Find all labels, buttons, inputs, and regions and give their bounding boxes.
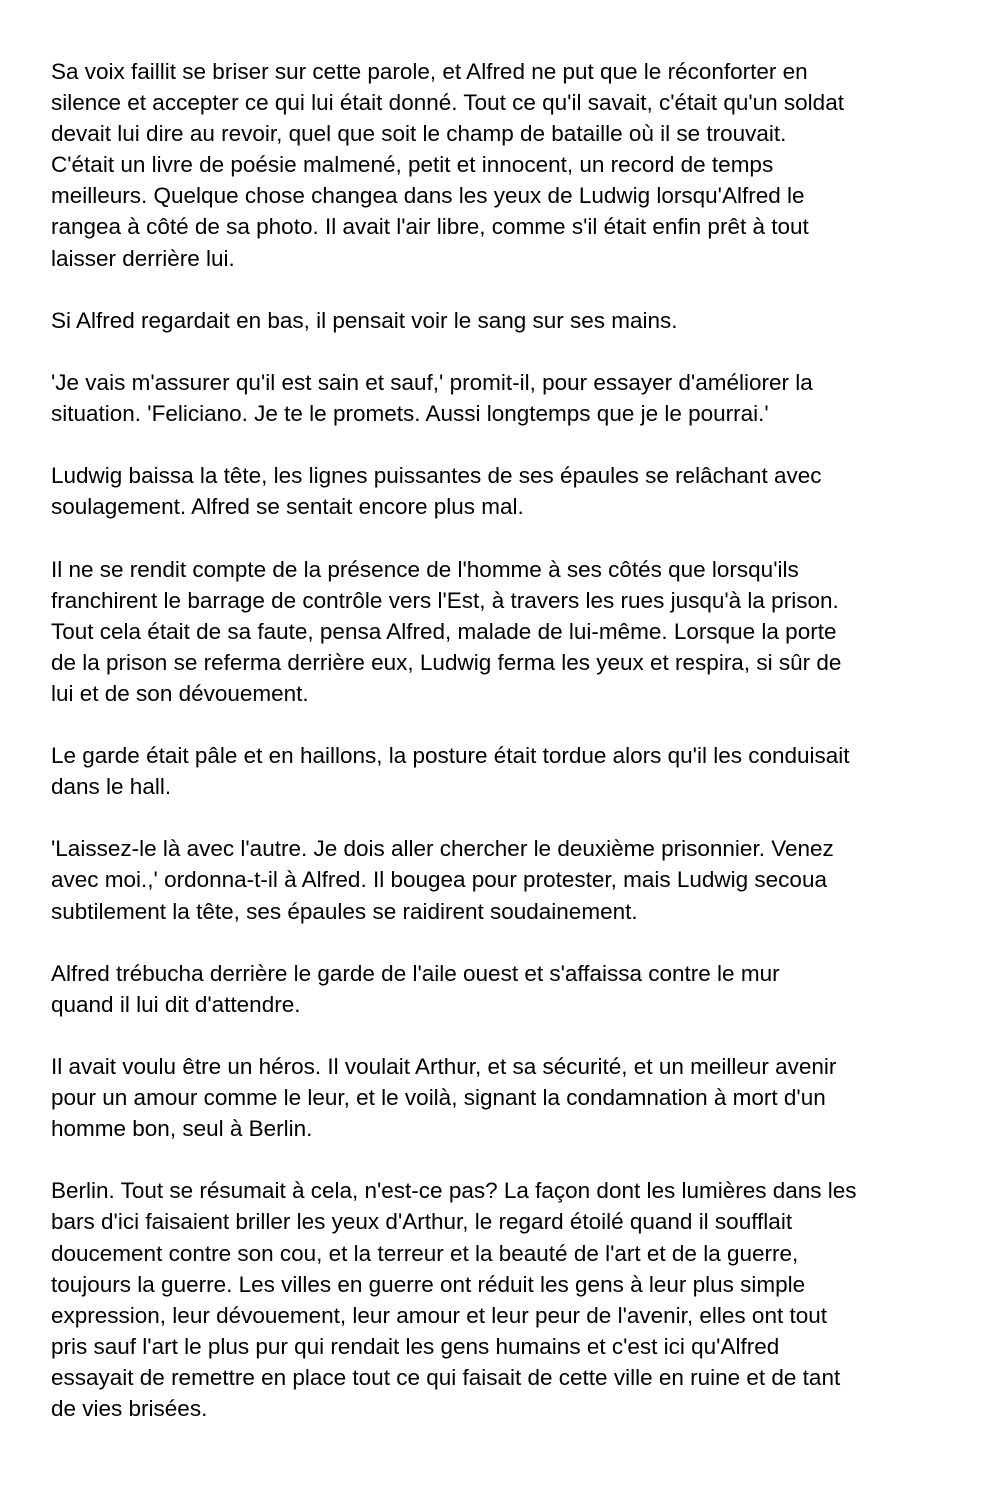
paragraph-9 [51, 1051, 963, 1144]
text-line: bars d'ici faisaient briller les yeux d'Arthur, le regard étoilé quand il soufflait [51, 1209, 793, 1235]
text-line: Ludwig baissa la tête, les lignes puissantes de ses épaules se relâchant avec [51, 463, 822, 489]
text-line: subtilement la tête, ses épaules se raidirent soudainement. [51, 898, 638, 924]
paragraph-8 [51, 958, 963, 1020]
text-line: toujours la guerre. Les villes en guerre ont réduit les gens à leur plus simple [51, 1271, 806, 1297]
text-line: quand il lui dit d'attendre. [51, 991, 301, 1017]
text-line: homme bon, seul à Berlin. [51, 1116, 313, 1142]
text-line: essayait de remettre en place tout ce qui faisait de cette ville en ruine et de tant [51, 1364, 841, 1390]
text-line: Si Alfred regardait en bas, il pensait voir le sang sur ses mains. [51, 307, 678, 333]
text-line: dans le hall. [51, 774, 172, 800]
text-line: Sa voix faillit se briser sur cette parole, et Alfred ne put que le réconforter en [51, 59, 808, 84]
text-line: franchirent le barrage de contrôle vers l'Est, à travers les rues jusqu'à la prison. [51, 587, 839, 613]
text-line: devait lui dire au revoir, quel que soit le champ de bataille où il se trouvait. [51, 121, 787, 147]
text-line: laisser derrière lui. [51, 245, 235, 271]
text-line: Il ne se rendit compte de la présence de l'homme à ses côtés que lorsqu'ils [51, 556, 799, 582]
text-line: Le garde était pâle et en haillons, la posture était tordue alors qu'il les conduisait [51, 743, 850, 769]
text-line: Tout cela était de sa faute, pensa Alfred, malade de lui-même. Lorsque la porte [51, 618, 837, 644]
text-line: Il avait voulu être un héros. Il voulait Arthur, et sa sécurité, et un meilleur avenir [51, 1054, 837, 1079]
text-line: Berlin. Tout se résumait à cela, n'est-ce pas? La façon dont les lumières dans les [51, 1178, 857, 1204]
text-line: lui et de son dévouement. [51, 680, 309, 706]
paragraph-4 [51, 460, 963, 522]
text-line: de la prison se referma derrière eux, Ludwig ferma les yeux et respira, si sûr de [51, 649, 842, 675]
text-line: 'Je vais m'assurer qu'il est sain et sauf,' promit-il, pour essayer d'améliorer la [51, 369, 813, 395]
paragraph-3 [51, 367, 963, 429]
text-line: pour un amour comme le leur, et le voilà, signant la condamnation à mort d'un [51, 1085, 826, 1111]
text-line: soulagement. Alfred se sentait encore plus mal. [51, 494, 524, 520]
text-line: de vies brisées. [51, 1396, 208, 1422]
text-line: doucement contre son cou, et la terreur et la beauté de l'art et de la guerre, [51, 1240, 799, 1266]
text-line: meilleurs. Quelque chose changea dans les yeux de Ludwig lorsqu'Alfred le [51, 183, 805, 209]
paragraph-7 [51, 833, 963, 926]
text-line: 'Laissez-le là avec l'autre. Je dois aller chercher le deuxième prisonnier. Venez [51, 836, 834, 862]
paragraph-1 [51, 56, 963, 274]
paragraph-5 [51, 554, 963, 709]
text-line: avec moi.,' ordonna-t-il à Alfred. Il bougea pour protester, mais Ludwig secoua [51, 867, 827, 893]
paragraph-6 [51, 740, 963, 802]
text-line: situation. 'Feliciano. Je te le promets. Aussi longtemps que je le pourrai.' [51, 401, 769, 427]
text-line: C'était un livre de poésie malmené, petit et innocent, un record de temps [51, 152, 774, 178]
text-line: expression, leur dévouement, leur amour et leur peur de l'avenir, elles ont tout [51, 1302, 827, 1328]
text-line: rangea à côté de sa photo. Il avait l'air libre, comme s'il était enfin prêt à tout [51, 214, 809, 240]
text-line: silence et accepter ce qui lui était donné. Tout ce qu'il savait, c'était qu'un soldat [51, 90, 844, 116]
text-line: pris sauf l'art le plus pur qui rendait les gens humains et c'est ici qu'Alfred [51, 1333, 780, 1359]
text-line: Alfred trébucha derrière le garde de l'aile ouest et s'affaissa contre le mur [51, 960, 780, 986]
document-page [51, 56, 963, 1455]
paragraph-2 [51, 305, 963, 336]
paragraph-10 [51, 1175, 963, 1424]
